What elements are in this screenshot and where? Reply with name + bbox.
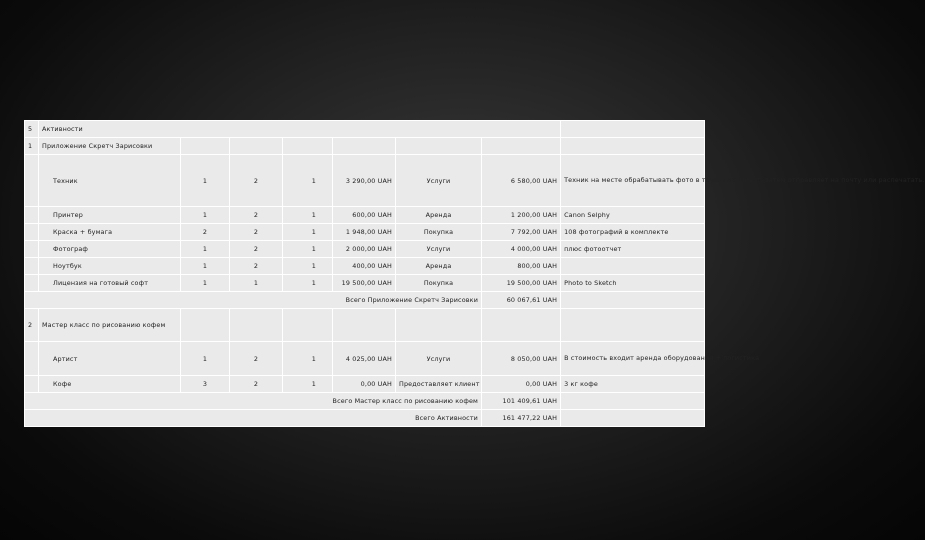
item-type: Услуги [396, 155, 482, 207]
table-row [25, 258, 705, 275]
item-note: Photo to Sketch [561, 275, 705, 292]
item-price: 1 948,00 UAH [333, 224, 396, 241]
item-total: 4 000,00 UAH [482, 241, 561, 258]
item-multiplier: 1 [283, 376, 333, 393]
group-number: 1 [25, 138, 39, 155]
table-row [25, 275, 705, 292]
item-days: 2 [230, 241, 283, 258]
item-note: Техник на месте обрабатывать фото в течении 3 минут, затем отправляет на почту или распечатать. [561, 155, 705, 207]
item-price: 3 290,00 UAH [333, 155, 396, 207]
item-count: 1 [181, 342, 230, 376]
budget-table-panel [24, 120, 925, 422]
group-title: Мастер класс по рисованию кофем [39, 309, 181, 342]
item-name: Кофе [39, 376, 181, 393]
item-note: В стоимость входит аренда оборудования + логистика [561, 342, 705, 376]
subtotal-row [25, 393, 705, 410]
item-days: 2 [230, 224, 283, 241]
item-count: 1 [181, 241, 230, 258]
item-name: Техник [39, 155, 181, 207]
item-multiplier: 1 [283, 342, 333, 376]
item-note: плюс фотоотчет [561, 241, 705, 258]
item-name: Краска + бумага [39, 224, 181, 241]
item-count: 1 [181, 275, 230, 292]
item-days: 2 [230, 207, 283, 224]
group-header-row [25, 309, 705, 342]
group-title: Приложение Скретч Зарисовки [39, 138, 181, 155]
item-count: 3 [181, 376, 230, 393]
item-price: 600,00 UAH [333, 207, 396, 224]
subtotal-label: Всего Приложение Скретч Зарисовки [25, 292, 482, 309]
item-price: 19 500,00 UAH [333, 275, 396, 292]
item-type: Аренда [396, 207, 482, 224]
grand-total-value: 161 477,22 UAH [482, 410, 561, 427]
item-total: 800,00 UAH [482, 258, 561, 275]
item-name: Фотограф [39, 241, 181, 258]
item-note: Canon Selphy [561, 207, 705, 224]
activities-budget-table [24, 120, 925, 427]
item-price: 0,00 UAH [333, 376, 396, 393]
item-days: 2 [230, 258, 283, 275]
item-name: Принтер [39, 207, 181, 224]
item-count: 1 [181, 258, 230, 275]
item-multiplier: 1 [283, 207, 333, 224]
item-name: Лицензия на готовый софт [39, 275, 181, 292]
item-note: 108 фотографий в комплекте [561, 224, 705, 241]
item-type: Услуги [396, 342, 482, 376]
item-days: 2 [230, 376, 283, 393]
subtotal-value: 101 409,61 UAH [482, 393, 561, 410]
item-total: 8 050,00 UAH [482, 342, 561, 376]
item-total: 6 580,00 UAH [482, 155, 561, 207]
table-row [25, 376, 705, 393]
table-row [25, 224, 705, 241]
section-title: Активности [39, 121, 561, 138]
section-header-row [25, 121, 705, 138]
item-days: 2 [230, 155, 283, 207]
item-days: 1 [230, 275, 283, 292]
table-row [25, 241, 705, 258]
item-price: 2 000,00 UAH [333, 241, 396, 258]
item-type: Предоставляет клиент [396, 376, 482, 393]
subtotal-label: Всего Мастер класс по рисованию кофем [25, 393, 482, 410]
group-header-row [25, 138, 705, 155]
section-number: 5 [25, 121, 39, 138]
table-row [25, 342, 705, 376]
item-total: 0,00 UAH [482, 376, 561, 393]
item-total: 7 792,00 UAH [482, 224, 561, 241]
table-row [25, 155, 705, 207]
item-count: 2 [181, 224, 230, 241]
item-name: Артист [39, 342, 181, 376]
item-multiplier: 1 [283, 258, 333, 275]
item-type: Аренда [396, 258, 482, 275]
empty-cell [561, 121, 705, 138]
item-type: Услуги [396, 241, 482, 258]
item-count: 1 [181, 155, 230, 207]
item-note [561, 258, 705, 275]
item-note: 3 кг кофе [561, 376, 705, 393]
item-days: 2 [230, 342, 283, 376]
item-price: 4 025,00 UAH [333, 342, 396, 376]
item-price: 400,00 UAH [333, 258, 396, 275]
item-name: Ноутбук [39, 258, 181, 275]
item-count: 1 [181, 207, 230, 224]
group-number: 2 [25, 309, 39, 342]
item-total: 1 200,00 UAH [482, 207, 561, 224]
item-multiplier: 1 [283, 275, 333, 292]
item-type: Покупка [396, 275, 482, 292]
table-row [25, 207, 705, 224]
item-multiplier: 1 [283, 241, 333, 258]
item-total: 19 500,00 UAH [482, 275, 561, 292]
subtotal-value: 60 067,61 UAH [482, 292, 561, 309]
item-type: Покупка [396, 224, 482, 241]
item-multiplier: 1 [283, 224, 333, 241]
subtotal-row [25, 292, 705, 309]
item-multiplier: 1 [283, 155, 333, 207]
grand-total-label: Всего Активности [25, 410, 482, 427]
grand-total-row [25, 410, 705, 427]
